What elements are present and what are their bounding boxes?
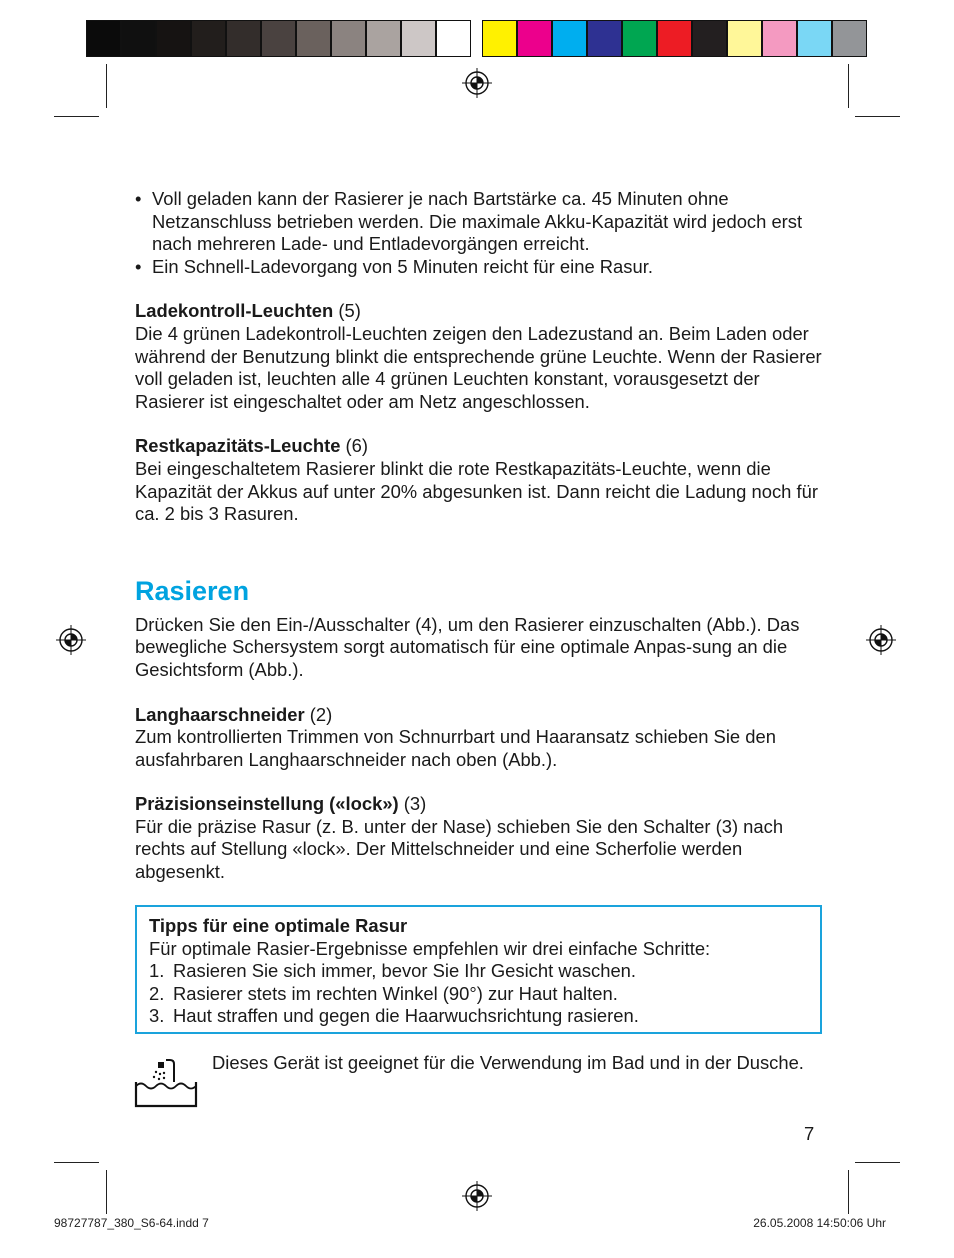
color-swatch [727,20,762,57]
section-title-text: Ladekontroll-Leuchten [135,300,334,322]
color-swatch [797,20,832,57]
section-ref: (3) [398,793,427,815]
rasieren-intro: Drücken Sie den Ein-/Ausschalter (4), um den Rasierer einzuschalten (Abb.). Das bewegliche Schersystem sorgt automatisch für eine optimale Anpas-sung an die Gesichtsform (Abb.). [135,613,800,680]
process-color-bar [482,20,867,57]
list-item: • Voll geladen kann der Rasierer je nach Bartstärke ca. 45 Minuten ohne Netzanschluss betrieben werden. Die maximale Akku-Kapazität wird jedoch erst nach mehreren Lade- und Entladevorgängen erreicht. [135,188,825,256]
color-swatch [517,20,552,57]
section-text: Bei eingeschaltetem Rasierer blinkt die rote Restkapazitäts-Leuchte, wenn die Kapazität der Akkus auf unter 20% abgesunken ist. Dann reicht die Ladung noch für ca. 2 bis 3 Rasuren. [135,457,818,525]
color-swatch [226,20,261,57]
registration-mark-icon [56,625,86,655]
page-content [135,188,825,884]
registration-mark-icon [866,625,896,655]
tips-title [149,915,808,938]
step-number: 2. [149,982,165,1004]
color-swatch [401,20,436,57]
section-praezision [135,793,825,883]
color-swatch [552,20,587,57]
step-text: Rasieren Sie sich immer, bevor Sie Ihr Gesicht waschen. [173,960,637,982]
page-number: 7 [804,1123,815,1144]
color-swatch [762,20,797,57]
registration-mark-icon [462,1181,492,1211]
section-title-text: Restkapazitäts-Leuchte [135,435,341,457]
section-ref: (2) [304,703,333,725]
tips-steps [149,960,808,1028]
tips-box [135,905,822,1034]
step-text: Rasierer stets im rechten Winkel (90°) zur Haut halten. [173,982,618,1004]
section-title [135,704,825,727]
tips-intro: Für optimale Rasier-Ergebnisse empfehlen wir drei einfache Schritte: [149,937,711,959]
color-swatch [331,20,366,57]
page-heading: Rasieren [135,575,250,606]
color-swatch [121,20,156,57]
footer-file-info: 98727787_380_S6-64.indd 7 [54,1216,209,1230]
color-swatch [657,20,692,57]
bullet-list [135,188,825,278]
color-swatch [622,20,657,57]
crop-mark [848,1170,849,1214]
footer-timestamp: 26.05.2008 14:50:06 Uhr [753,1216,886,1230]
section-ladekontroll [135,300,825,413]
list-item [149,1005,808,1028]
section-title-text: Langhaarschneider [135,703,305,725]
crop-mark [848,64,849,108]
color-swatch [296,20,331,57]
color-swatch [191,20,226,57]
color-swatch [86,20,121,57]
bath-note: Dieses Gerät ist geeignet für die Verwendung im Bad und in der Dusche. [212,1052,804,1073]
crop-mark [54,1162,99,1163]
step-number: 1. [149,960,165,982]
crop-mark [106,1170,107,1214]
color-swatch [482,20,517,57]
color-swatch [366,20,401,57]
color-swatch [156,20,191,57]
section-text: Die 4 grünen Ladekontroll-Leuchten zeigen den Ladezustand an. Beim Laden oder während der Benutzung blinkt die entsprechende grüne Leuchte. Wenn der Rasierer voll geladen ist, leuchten alle 4 grünen Leuchten konstant, vorausgesetzt der Rasierer ist eingeschaltet oder am Netz angeschlossen. [135,322,822,412]
section-ref: (6) [340,435,369,457]
color-swatch [692,20,727,57]
step-text: Haut straffen und gegen die Haarwuchsrichtung rasieren. [173,1005,639,1027]
color-swatch [832,20,867,57]
section-ref: (5) [333,300,361,322]
section-restkapazitaet [135,435,825,525]
step-number: 3. [149,1005,165,1027]
crop-mark [106,64,107,108]
list-item [149,983,808,1006]
list-item: • Ein Schnell-Ladevorgang von 5 Minuten reicht für eine Rasur. [135,256,825,279]
section-text: Für die präzise Rasur (z. B. unter der Nase) schieben Sie den Schalter (3) nach rechts auf Stellung «lock». Der Mittelschneider und eine Scherfolie werden abgesenkt. [135,815,784,883]
section-text: Zum kontrollierten Trimmen von Schnurrbart und Haaransatz schieben Sie den ausfahrbaren Langhaarschneider nach oben (Abb.). [135,726,776,770]
color-swatch [587,20,622,57]
crop-mark [54,116,99,117]
list-item [149,960,808,983]
grayscale-color-bar [86,20,471,57]
color-swatch [436,20,471,57]
color-swatch [261,20,296,57]
section-title [135,300,825,323]
tips-title-text: Tipps für eine optimale Rasur [149,915,408,936]
registration-mark-icon [462,68,492,98]
crop-mark [855,1162,900,1163]
section-langhaar [135,704,825,772]
shower-bath-icon [134,1056,198,1108]
section-title-text: Präzisionseinstellung («lock») [135,793,399,815]
crop-mark [855,116,900,117]
section-title [135,435,825,458]
section-title [135,793,825,816]
